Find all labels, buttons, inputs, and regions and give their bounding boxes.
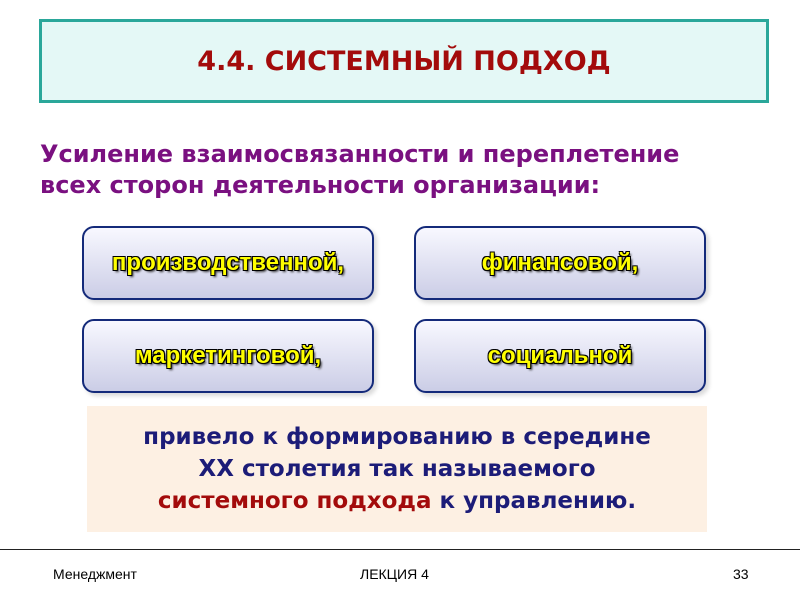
- conclusion-line-3: [158, 485, 636, 517]
- subtitle: [40, 139, 780, 201]
- conclusion-highlight: системного подхода: [157, 488, 432, 514]
- conclusion-line-1: привело к формированию в середине: [143, 424, 651, 450]
- conclusion-box: [87, 406, 707, 532]
- footer-lecture: ЛЕКЦИЯ 4: [360, 566, 429, 582]
- footer-course: Менеджмент: [53, 566, 137, 582]
- footer-page-number: 33: [733, 566, 749, 582]
- subtitle-line-1: Усиление взаимосвязанности и переплетение: [40, 140, 680, 168]
- aspect-financial: финансовой,: [414, 226, 706, 300]
- footer-divider: [0, 549, 800, 550]
- subtitle-line-2: всех сторон деятельности организации:: [40, 171, 601, 199]
- aspect-production: производственной,: [82, 226, 374, 300]
- aspect-marketing: маркетинговой,: [82, 319, 374, 393]
- title-box: [39, 19, 769, 103]
- aspect-social: социальной: [414, 319, 706, 393]
- slide-title: 4.4. СИСТЕМНЫЙ ПОДХОД: [197, 45, 611, 77]
- conclusion-line-2: XX столетия так называемого: [198, 456, 596, 482]
- conclusion-tail: к управлению.: [431, 488, 637, 514]
